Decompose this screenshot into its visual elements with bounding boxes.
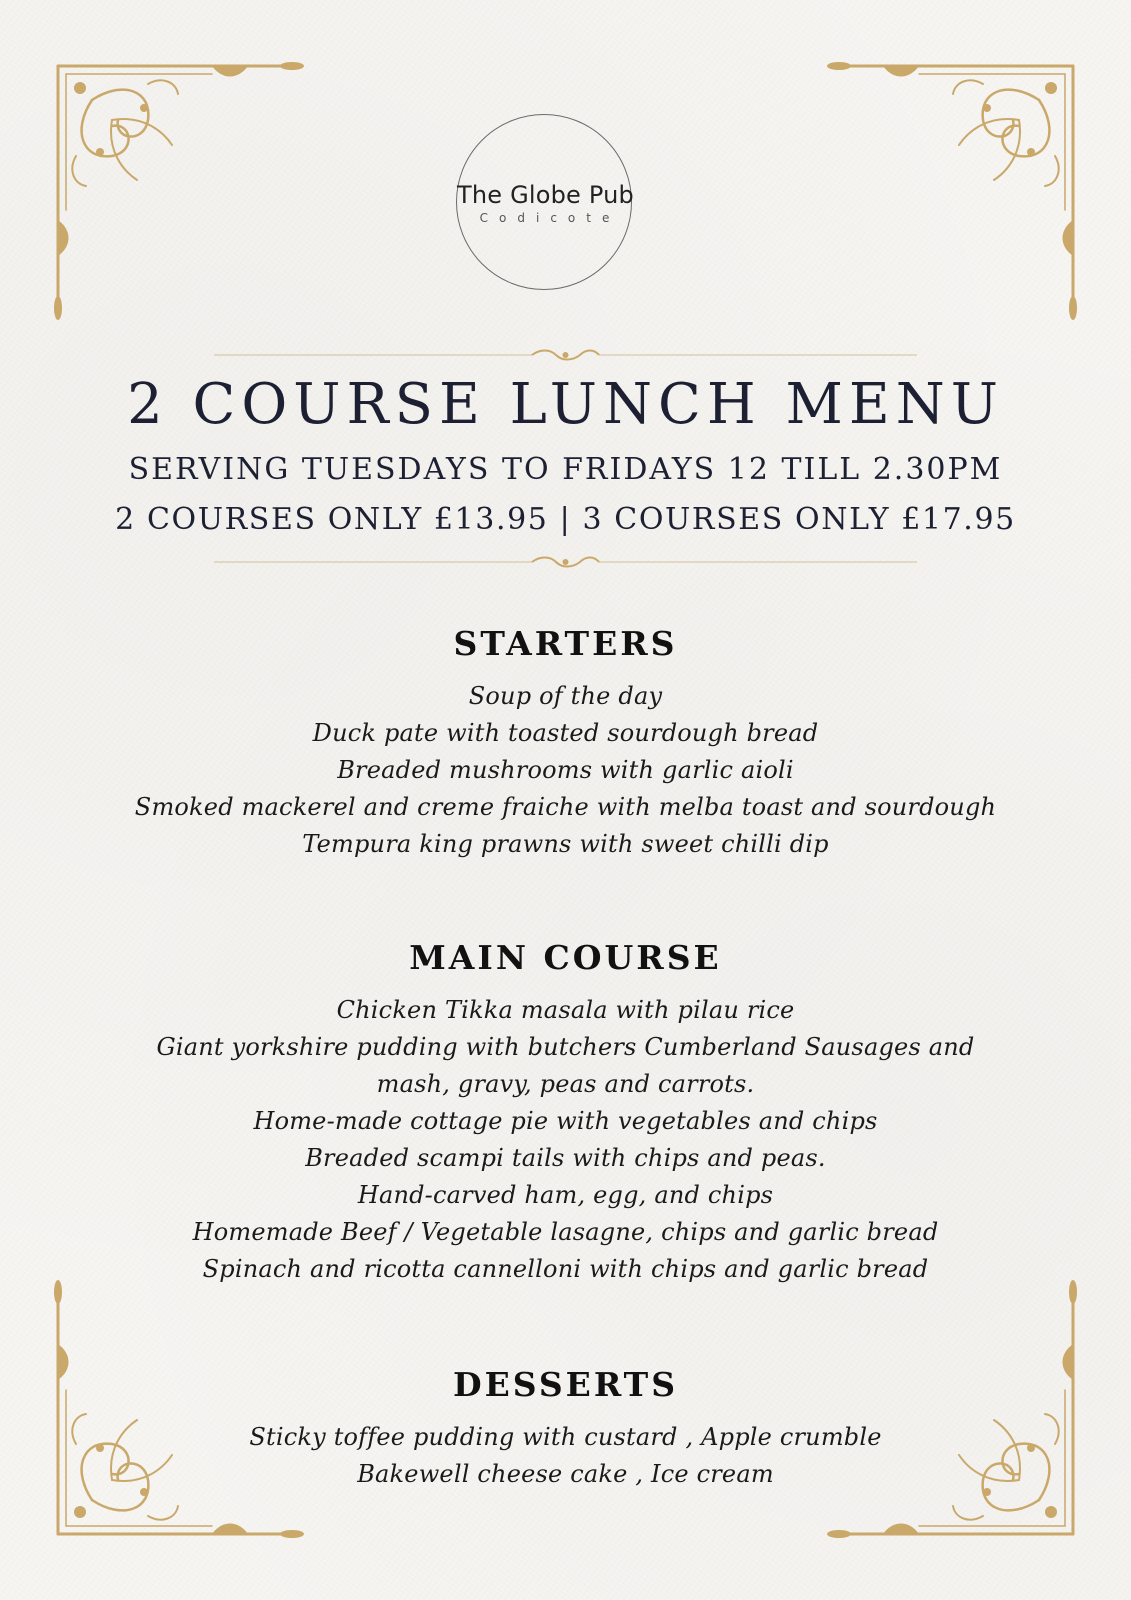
list-item: Tempura king prawns with sweet chilli dip xyxy=(302,830,829,858)
list-item: Duck pate with toasted sourdough bread xyxy=(312,719,819,747)
list-item: Hand-carved ham, egg, and chips xyxy=(357,1181,774,1209)
flourish-icon xyxy=(819,60,1079,320)
desserts-section xyxy=(0,1365,1131,1493)
logo-place: Codicote xyxy=(479,211,621,225)
menu-title: 2 COURSE LUNCH MENU xyxy=(127,372,1004,437)
divider-flourish-icon xyxy=(214,348,917,362)
ornamental-corner-top-right xyxy=(819,60,1079,320)
serving-times: SERVING TUESDAYS TO FRIDAYS 12 TILL 2.30PM xyxy=(128,452,1003,487)
ornamental-divider-top xyxy=(214,348,917,362)
list-item: Spinach and ricotta cannelloni with chips and garlic bread xyxy=(202,1255,929,1283)
list-item: Breaded mushrooms with garlic aioli xyxy=(337,756,794,784)
desserts-list xyxy=(0,1419,1131,1493)
main-course-section xyxy=(0,938,1131,1288)
list-item: Smoked mackerel and creme fraiche with melba toast and sourdough xyxy=(134,793,997,821)
section-title-main-course: MAIN COURSE xyxy=(409,938,722,977)
section-title-desserts: DESSERTS xyxy=(452,1365,679,1404)
main-course-list xyxy=(126,992,1006,1288)
ornamental-divider-bottom xyxy=(214,555,917,569)
list-item: Sticky toffee pudding with custard , Apple crumble xyxy=(249,1423,882,1451)
section-title-starters: STARTERS xyxy=(453,624,678,663)
list-item: Bakewell cheese cake , Ice cream xyxy=(357,1460,774,1488)
list-item: Homemade Beef / Vegetable lasagne, chips and garlic bread xyxy=(192,1218,939,1246)
list-item: Soup of the day xyxy=(468,682,663,710)
list-item: Giant yorkshire pudding with butchers Cumberland Sausages and mash, gravy, peas and carrots. xyxy=(156,1033,975,1098)
course-prices: 2 COURSES ONLY £13.95 | 3 COURSES ONLY £17.95 xyxy=(115,502,1016,537)
starters-section xyxy=(0,624,1131,863)
starters-list xyxy=(0,678,1131,863)
list-item: Breaded scampi tails with chips and peas. xyxy=(305,1144,826,1172)
ornamental-corner-top-left xyxy=(52,60,312,320)
pub-logo xyxy=(456,114,632,290)
logo-name: The Globe Pub xyxy=(457,181,634,209)
divider-flourish-icon xyxy=(214,555,917,569)
list-item: Home-made cottage pie with vegetables and chips xyxy=(253,1107,878,1135)
flourish-icon xyxy=(52,60,312,320)
list-item: Chicken Tikka masala with pilau rice xyxy=(336,996,795,1024)
